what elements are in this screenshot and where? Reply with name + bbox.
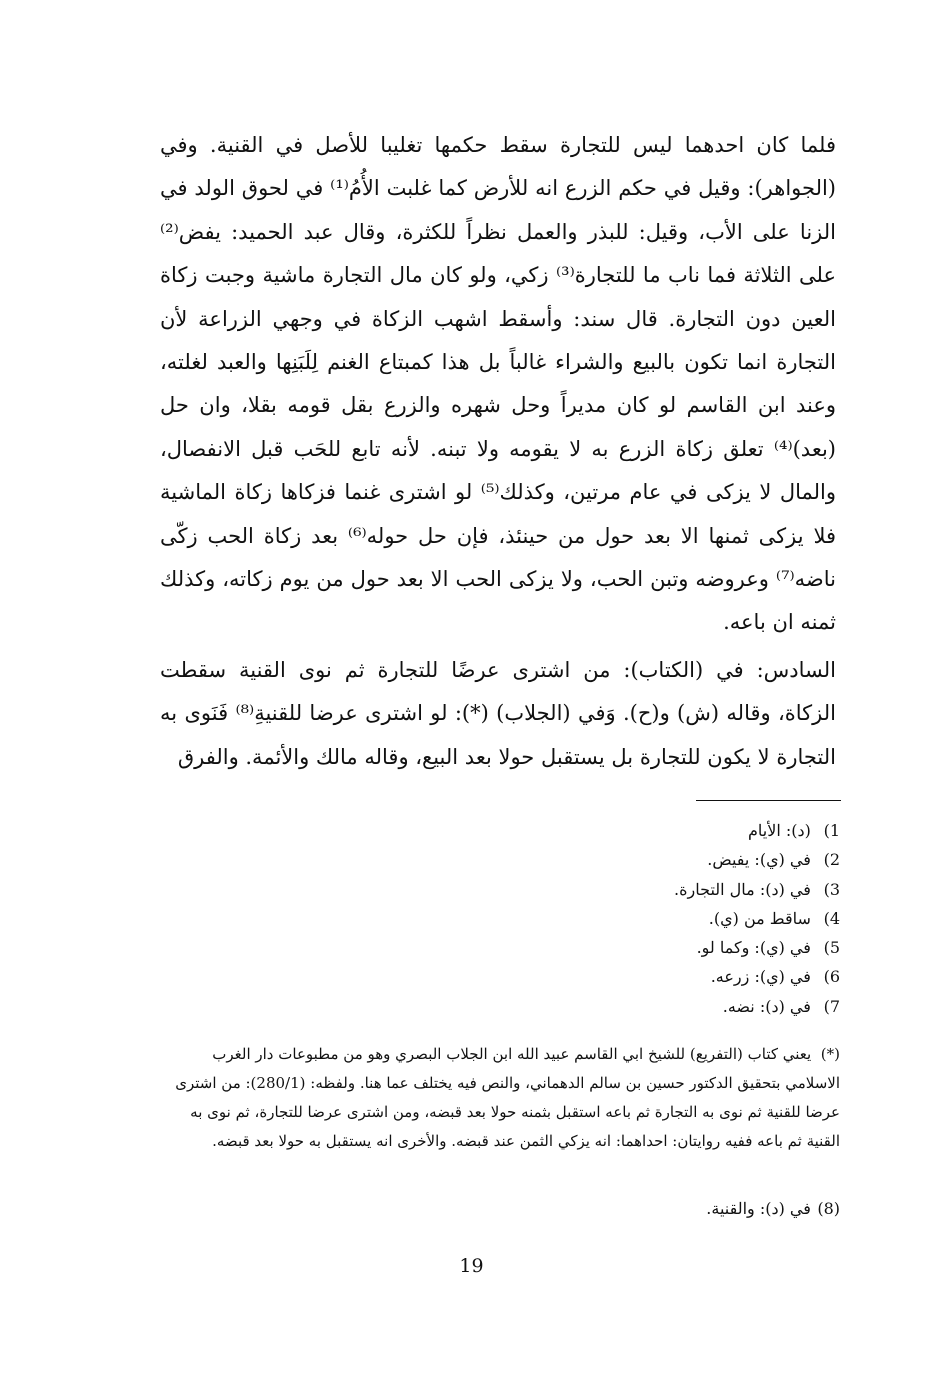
footnote-1: [160, 816, 840, 845]
footnote-5: [160, 933, 840, 962]
footnote-6: [160, 962, 840, 991]
footnote-number: 5): [823, 938, 840, 958]
footnote-text: في (د): والقنية.: [706, 1199, 811, 1218]
paragraph-2: السادس: في (الكتاب): من اشترى عرضًا للتجارة ثم نوى القنية سقطت الزكاة، وقاله (ش) و(ح). وَفي (الجلاب) (*): لو اشترى عرضا للقنيةِ⁽⁸⁾ فَنَوى به التجارة لا يكون للتجارة بل يستقبل حولا بعد البيع، وقاله مالك والأئمة. والفرق: [160, 657, 836, 769]
footnote-number: 6): [823, 967, 840, 987]
footnote-2: [160, 845, 840, 874]
footnote-text: ساقط من (ي).: [708, 908, 811, 928]
footnote-number: 3): [823, 879, 840, 899]
footnote-4: [160, 904, 840, 933]
page-number: 19: [459, 1255, 484, 1277]
footnote-number: (8): [817, 1199, 840, 1218]
footnote-number: 2): [823, 850, 840, 870]
footnote-3: [160, 875, 840, 904]
footnote-text: (د): الأيام: [748, 821, 811, 840]
footnote-text: في (ي): يفيض.: [707, 850, 811, 870]
footnote-text: في (د): مال التجارة.: [674, 879, 811, 899]
footnote-text: في (د): نضه.: [722, 996, 811, 1016]
star-footnote-mark: (*): [820, 1045, 840, 1063]
footnote-text: في (ي): وكما لو.: [696, 938, 811, 958]
footnote-list: [160, 816, 840, 1021]
footnote-8: [160, 1194, 840, 1223]
star-footnote-text: يعني كتاب (التفريع) للشيخ ابي القاسم عبيد الله ابن الجلاب البصري وهو من مطبوعات دار الغرب الاسلامي بتحقيق الدكتور حسين بن سالم الدهماني، والنص فيه يختلف عما هنا. ولفظه: (280/1): من اشترى عرضا للقنية ثم نوى به التجارة ثم باعه استقبل بثمنه حولا بعد قبضه، ومن اشترى عرضا للتجارة، ثم نوى به القنية ثم باعه ففيه روايتان: احداهما: انه يزكي الثمن عند قبضه. والأخرى انه يستقبل به حولا بعد قبضه.: [175, 1045, 840, 1150]
footnote-7: [160, 992, 840, 1021]
main-text: [160, 124, 836, 779]
paragraph-1: فلما كان احدهما ليس للتجارة سقط حكمها تغليبا للأصل في القنية. وفي (الجواهر): وقيل في حكم الزرع انه للأرض كما غلبت الأُمُ⁽¹⁾ في لحوق الولد في الزنا على الأب، وقيل: للبذر والعمل نظراً للكثرة، وقال عبد الحميد: يفض⁽²⁾ على الثلاثة فما ناب ما للتجارة⁽³⁾ زكي، ولو كان مال التجارة ماشية وجبت زكاة العين دون التجارة. قال سند: وأسقط اشهب الزكاة في وجهي الزراعة لأن التجارة انما تكون بالبيع والشراء غالباً بل هذا كمبتاع الغنم لِلَبَنِها والعبد لغلته، وعند ابن القاسم لو كان مديراً وحل شهره والزرع بقل قومه بقلا، وان حل (بعد)⁽⁴⁾ تعلق زكاة الزرع به لا يقومه ولا تبنه. لأنه تابع للحَب قبل الانفصال، والمال لا يزكى في عام مرتين، وكذلك⁽⁵⁾ لو اشترى غنما فزكاها زكاة الماشية فلا يزكى ثمنها الا بعد حول من حينئذ، فإن حل حوله⁽⁶⁾ بعد زكاة الحب زكّى ناضه⁽⁷⁾ وعروضه وتبن الحب، ولا يزكى الحب الا بعد حول من يوم زكاته، وكذلك ثمنه ان باعه.: [160, 133, 837, 635]
footnote-number: 4): [823, 908, 840, 928]
star-footnote: [160, 1040, 840, 1156]
footnote-text: في (ي): زرعه.: [710, 967, 811, 987]
footnote-number: 1): [823, 821, 840, 840]
footnote-number: 7): [823, 996, 840, 1016]
footnote-divider: [696, 800, 841, 801]
